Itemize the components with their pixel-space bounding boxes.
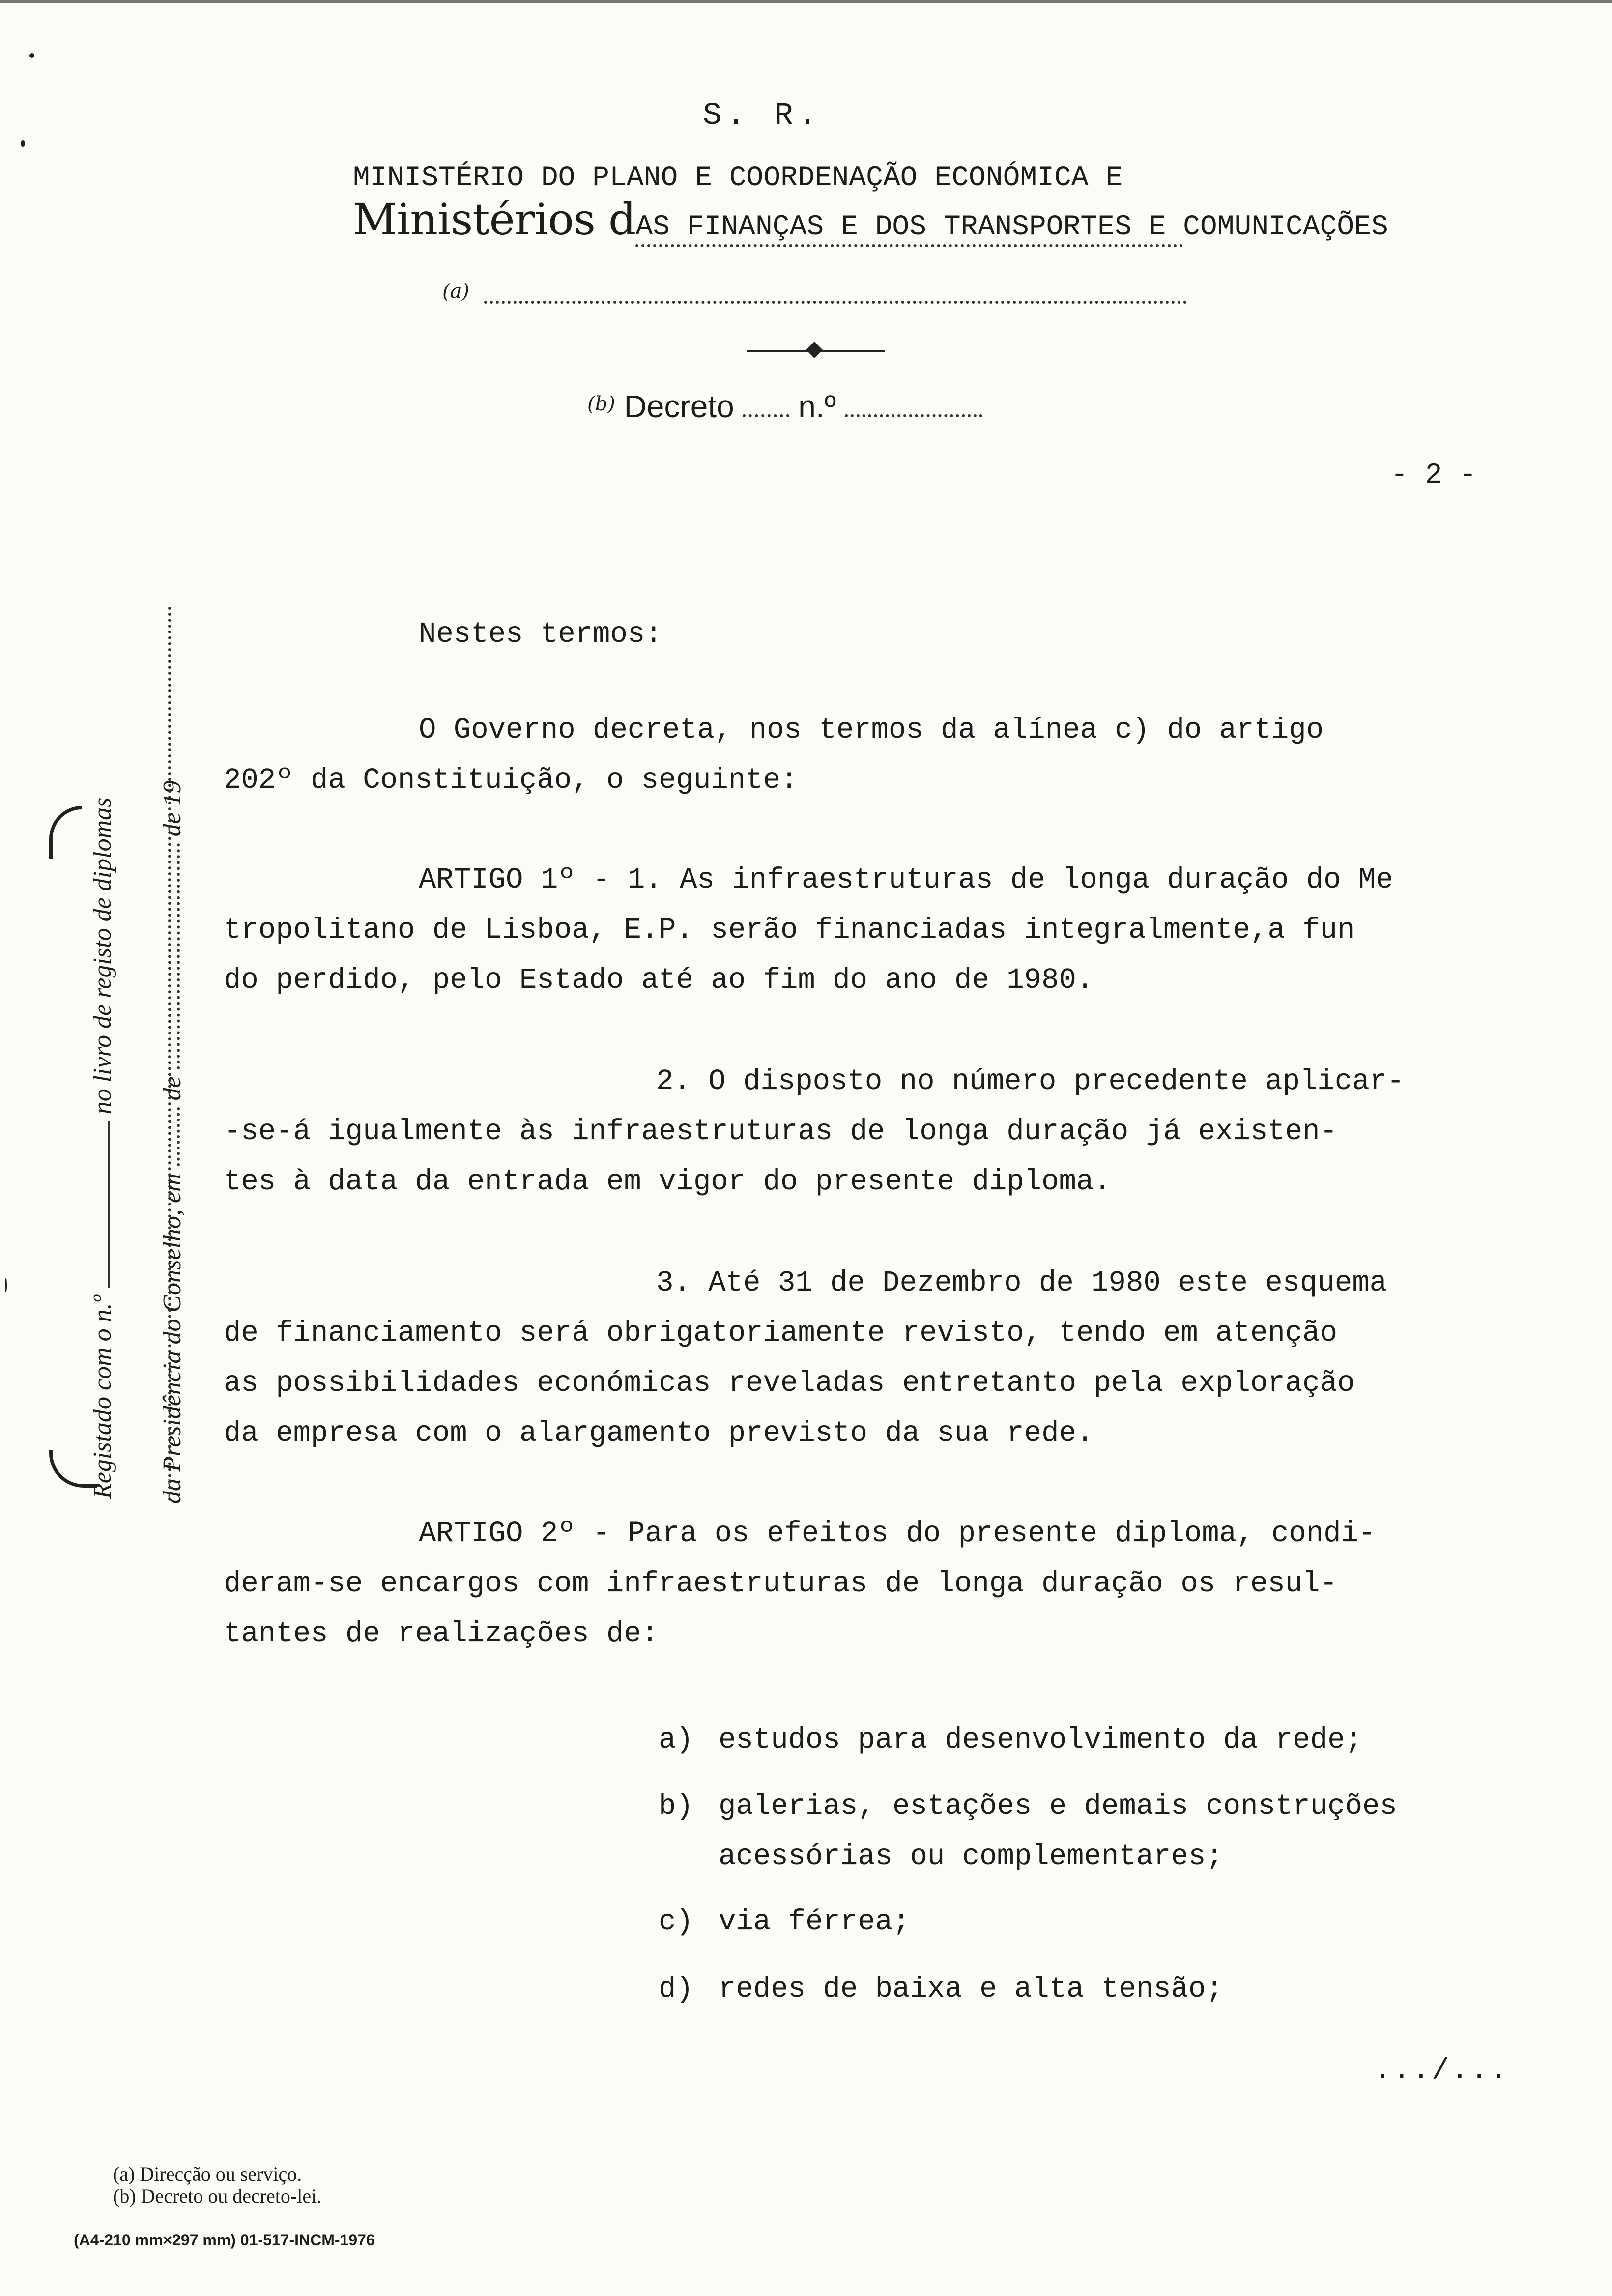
- text-line: ARTIGO 1º - 1. As infraestruturas de longa duração do Me: [419, 863, 1393, 896]
- registration-book-label: no livro de registo de diplomas: [88, 797, 116, 1115]
- registration-day-blank: [177, 1107, 180, 1166]
- text-line: deram-se encargos com infraestruturas de longa duração os resul-: [224, 1567, 1337, 1600]
- text-line: 2. O disposto no número precedente aplicar-: [656, 1065, 1405, 1098]
- paper-speck: [29, 53, 34, 58]
- field-a-dotted-line: [484, 301, 1187, 304]
- decreto-label: Decreto: [624, 389, 734, 424]
- print-reference: (A4-210 mm×297 mm) 01-517-INCM-1976: [74, 2231, 375, 2249]
- registration-margin-line-1: [78, 614, 117, 1499]
- list-item-text: redes de baixa e alta tensão;: [719, 1973, 1223, 2006]
- text-line: tes à data da entrada em vigor do presente diploma.: [224, 1165, 1111, 1198]
- list-item: [659, 1897, 910, 1947]
- list-item-text: estudos para desenvolvimento da rede;: [719, 1723, 1363, 1756]
- margin-dotted-rule: [168, 607, 171, 1501]
- numero-blank: [845, 414, 982, 417]
- registration-council-label: da Presidência do Conselho, em: [158, 1173, 186, 1504]
- registration-month-blank: [177, 843, 180, 1069]
- field-b-marker: (b): [587, 393, 615, 415]
- list-item-letter: a): [659, 1723, 693, 1756]
- text-line: 202º da Constituição, o seguinte:: [224, 764, 798, 797]
- paper-speck: [5, 1278, 7, 1292]
- numero-label: n.º: [798, 389, 836, 424]
- text-line: tantes de realizações de:: [224, 1617, 659, 1650]
- footnote-b: (b) Decreto ou decreto-lei.: [113, 2185, 322, 2207]
- registration-margin-line-2: [147, 619, 187, 1504]
- artigo-1-paragraph: [224, 855, 1393, 1005]
- text-line: ARTIGO 2º - Para os efeitos do presente diploma, condi-: [419, 1517, 1376, 1550]
- text-line: de financiamento será obrigatoriamente revisto, tendo em atenção: [224, 1317, 1337, 1349]
- text-line: da empresa com o alargamento previsto da sua rede.: [224, 1417, 1094, 1450]
- registration-number-blank: [108, 1121, 110, 1288]
- page-number: - 2 -: [1391, 459, 1477, 491]
- field-a-marker: (a): [442, 280, 470, 303]
- list-item-text: via férrea;: [719, 1905, 910, 1938]
- paper-speck: [21, 140, 25, 147]
- governo-paragraph: [224, 705, 1324, 805]
- nestes-termos: Nestes termos:: [419, 618, 662, 651]
- registration-year-label: de 19: [158, 780, 186, 837]
- text-line: 3. Até 31 de Dezembro de 1980 este esquema: [656, 1266, 1387, 1299]
- text-line: as possibilidades económicas reveladas entretanto pela exploração: [224, 1367, 1355, 1400]
- list-item: [659, 1964, 1223, 2014]
- registration-label: Registado com o n.º: [88, 1295, 116, 1499]
- registration-de-label: de: [158, 1076, 186, 1101]
- ministry-printed-prefix: Ministérios d: [353, 194, 636, 245]
- list-item-text: galerias, estações e demais construções: [719, 1790, 1397, 1823]
- list-item: [659, 1781, 1397, 1882]
- artigo-2-paragraph: [224, 1509, 1376, 1659]
- margin-bracket-top: [49, 806, 82, 859]
- divider-diamond-icon: [806, 342, 823, 358]
- list-item-letter: b): [659, 1790, 693, 1823]
- ministry-line-2: [353, 194, 1388, 245]
- ministry-typed-name: AS FINANÇAS E DOS TRANSPORTES E: [635, 211, 1183, 247]
- text-line: do perdido, pelo Estado até ao fim do ano de 1980.: [224, 964, 1094, 997]
- decreto-line: [587, 388, 982, 425]
- text-line: -se-á igualmente às infraestruturas de longa duração já existen-: [224, 1115, 1337, 1148]
- ministry-line-1: MINISTÉRIO DO PLANO E COORDENAÇÃO ECONÓMICA E: [353, 162, 1123, 194]
- artigo-1-numero-3: [224, 1258, 1387, 1459]
- list-item-letter: d): [659, 1973, 693, 2006]
- list-item: [659, 1715, 1362, 1765]
- decreto-blank: [743, 414, 789, 417]
- footnote-a: (a) Direcção ou serviço.: [113, 2163, 302, 2185]
- list-item-letter: c): [659, 1905, 693, 1938]
- continuation-mark: .../...: [1374, 2054, 1509, 2087]
- top-edge-rule: [0, 0, 1612, 3]
- text-line: O Governo decreta, nos termos da alínea c) do artigo: [419, 714, 1324, 746]
- artigo-1-numero-2: [224, 1057, 1404, 1207]
- ministry-typed-tail: COMUNICAÇÕES: [1183, 211, 1388, 243]
- text-line: tropolitano de Lisboa, E.P. serão financiadas integralmente,a fun: [224, 914, 1355, 947]
- header-stamp: S. R.: [703, 98, 822, 134]
- list-item-text-continued: acessórias ou complementares;: [719, 1840, 1223, 1873]
